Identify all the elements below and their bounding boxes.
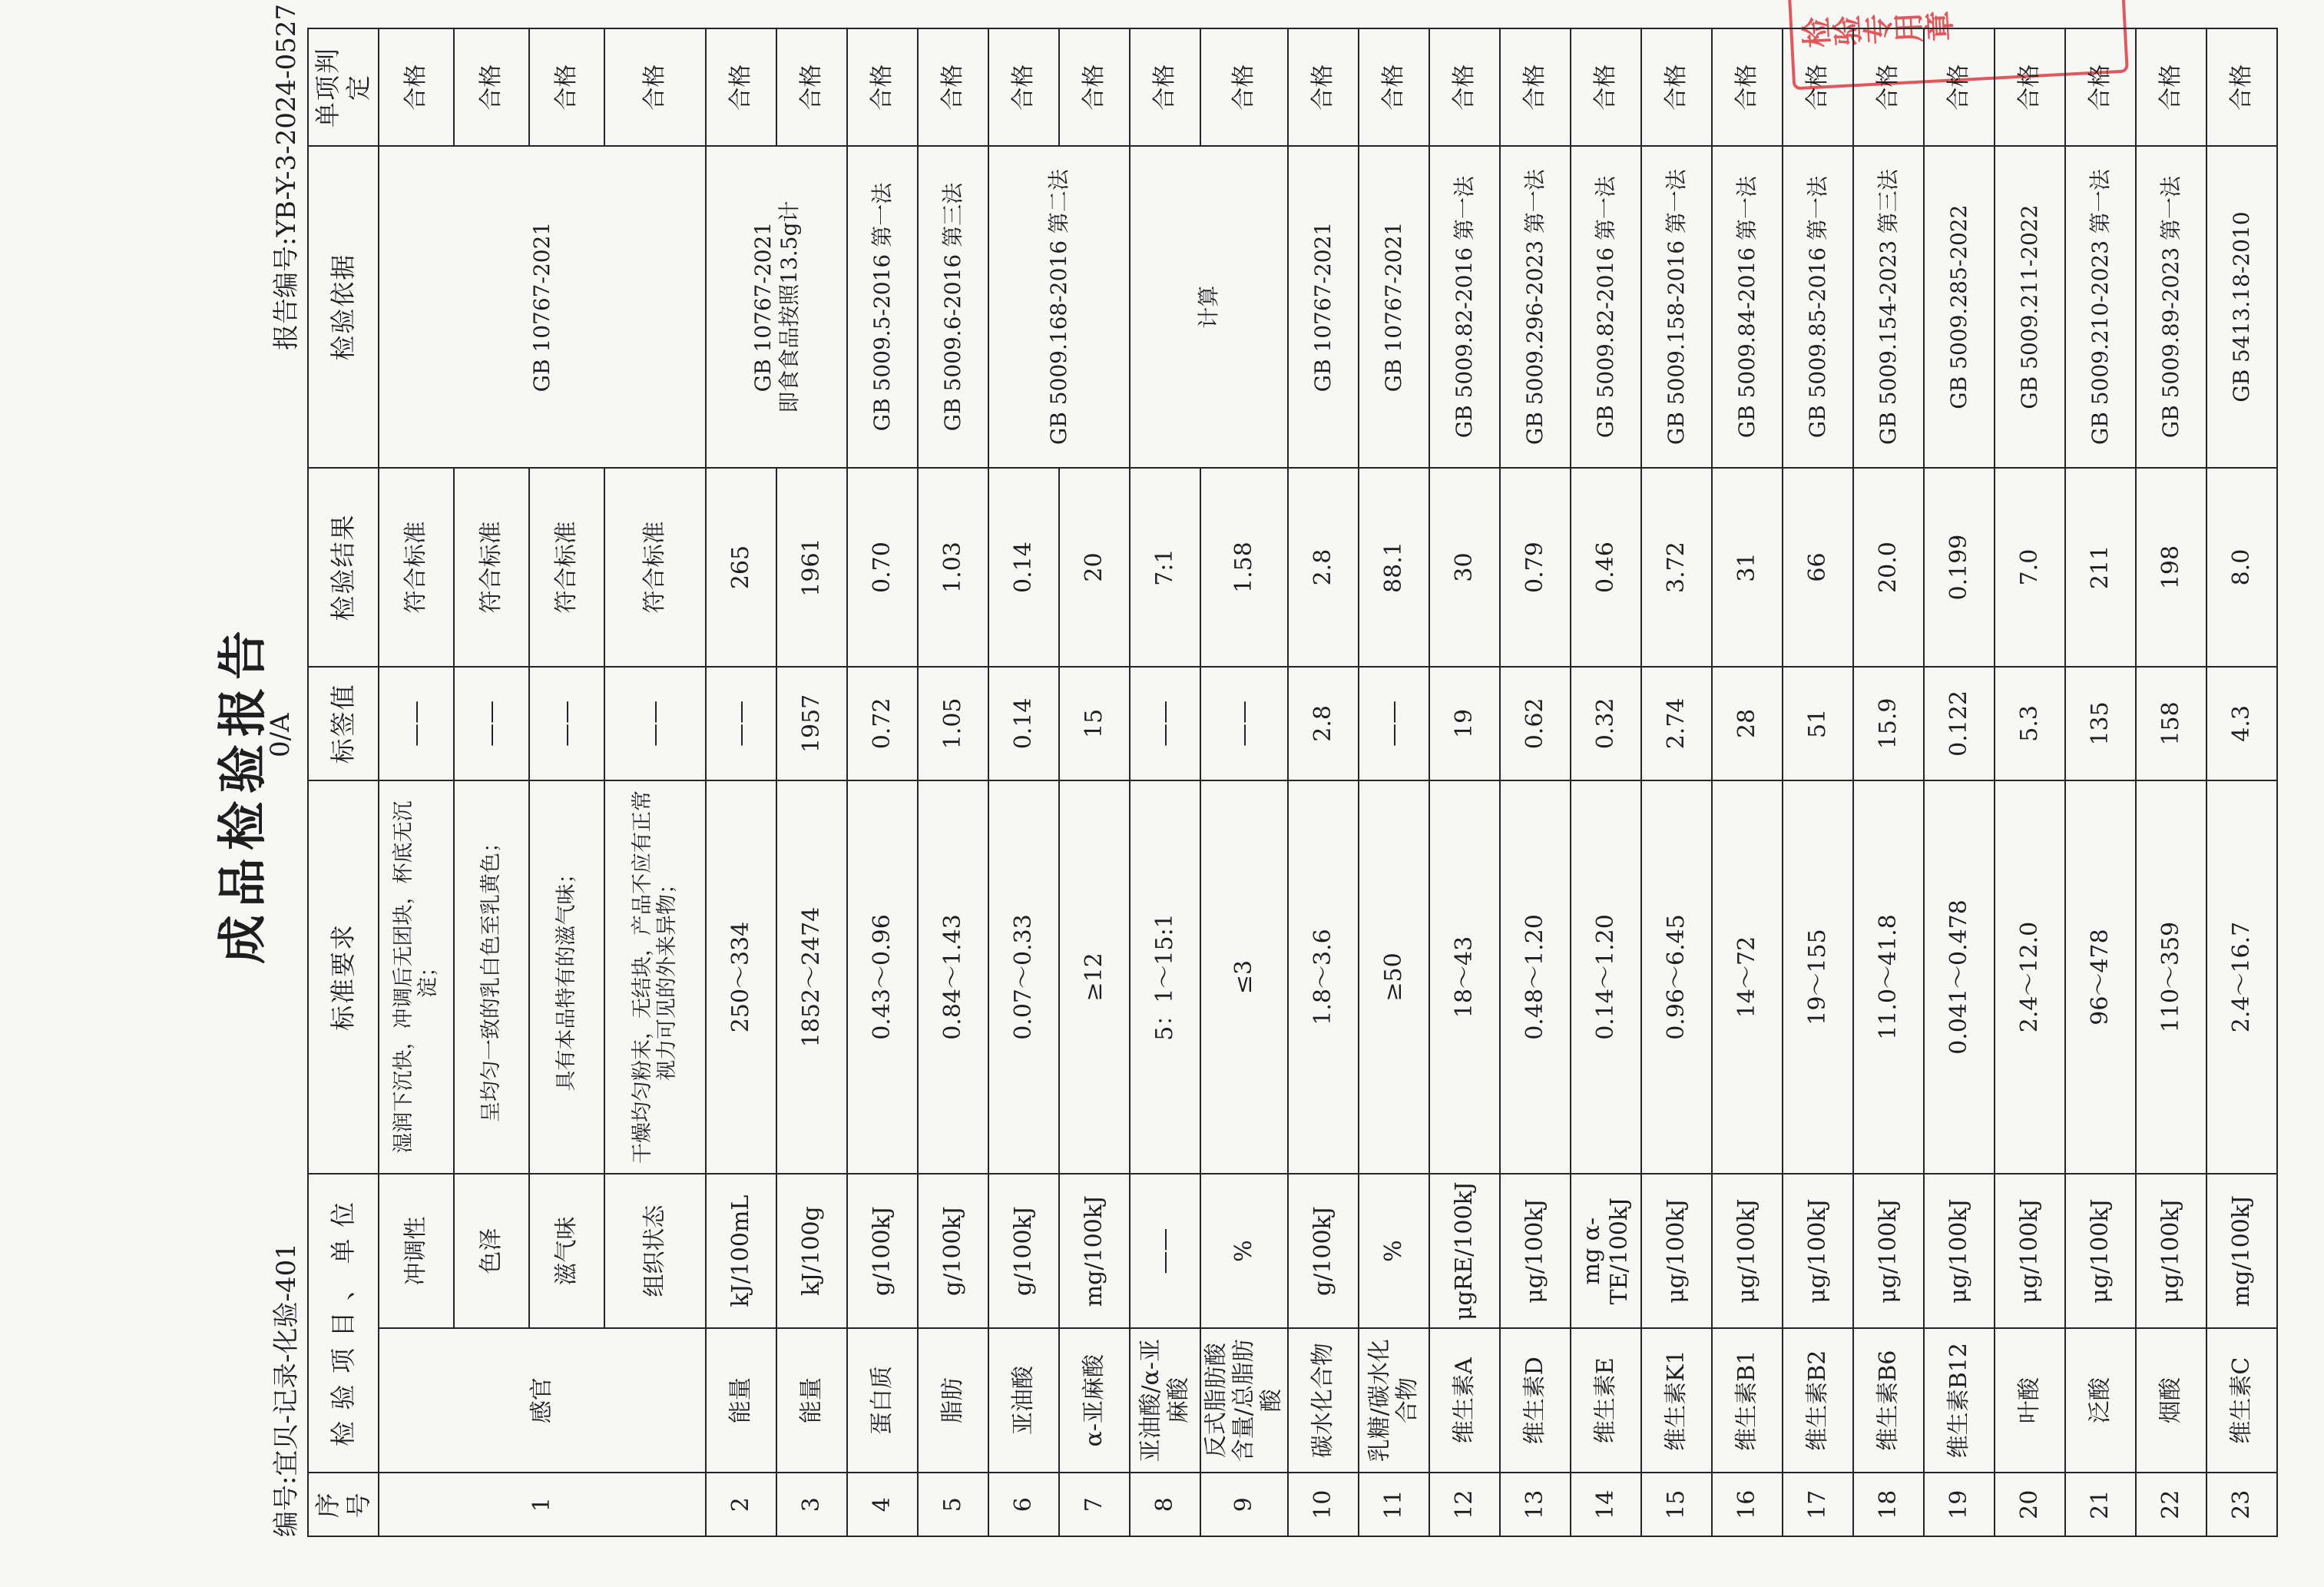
cell-basis: GB 5009.296-2023 第一法 bbox=[1500, 146, 1571, 468]
cell-item: 维生素B12 bbox=[1924, 1328, 1995, 1473]
cell-result: 265 bbox=[706, 468, 776, 667]
cell-judgement: 合格 bbox=[918, 28, 988, 146]
cell-unit: μg/100kJ bbox=[1783, 1174, 1853, 1327]
cell-no: 20 bbox=[1995, 1473, 2065, 1536]
cell-label-value: 5.3 bbox=[1995, 667, 2065, 780]
cell-label-value: 0.62 bbox=[1500, 667, 1571, 780]
cell-result: 1961 bbox=[776, 468, 847, 667]
table-row bbox=[2065, 28, 2136, 1536]
cell-item: 亚油酸 bbox=[988, 1328, 1059, 1473]
cell-label-value: 4.3 bbox=[2206, 667, 2277, 780]
cell-basis: GB 5009.82-2016 第一法 bbox=[1571, 146, 1641, 468]
cell-label-value: 1.05 bbox=[918, 667, 988, 780]
cell-requirement: 具有本品特有的滋气味； bbox=[529, 780, 604, 1175]
table-row bbox=[1641, 28, 1712, 1536]
cell-label-value: 2.74 bbox=[1641, 667, 1712, 780]
cell-no: 1 bbox=[379, 1473, 706, 1536]
stamp-text: 检验专用章 bbox=[1799, 9, 1955, 54]
page-title: 成品检验报告 bbox=[214, 623, 272, 964]
table-row bbox=[379, 28, 454, 1536]
cell-basis: GB 5009.210-2023 第一法 bbox=[2065, 146, 2136, 468]
cell-unit: μg/100kJ bbox=[2136, 1174, 2206, 1327]
cell-basis: GB 5009.89-2023 第一法 bbox=[2136, 146, 2206, 468]
cell-requirement: 湿润下沉快，冲调后无团块，杯底无沉淀； bbox=[379, 780, 454, 1175]
cell-item: 维生素E bbox=[1571, 1328, 1641, 1473]
cell-result: 31 bbox=[1712, 468, 1783, 667]
cell-item: α-亚麻酸 bbox=[1059, 1328, 1130, 1473]
cell-no: 17 bbox=[1783, 1473, 1853, 1536]
cell-item: 维生素C bbox=[2206, 1328, 2277, 1473]
cell-item: 维生素K1 bbox=[1641, 1328, 1712, 1473]
table-row bbox=[2136, 28, 2206, 1536]
cell-basis: GB 5009.211-2022 bbox=[1995, 146, 2065, 468]
cell-no: 19 bbox=[1924, 1473, 1995, 1536]
cell-requirement: ≤3 bbox=[1200, 780, 1288, 1175]
cell-subitem: 组织状态 bbox=[604, 1174, 706, 1327]
table-row bbox=[1429, 28, 1500, 1536]
cell-judgement: 合格 bbox=[1712, 28, 1783, 146]
cell-requirement: 2.4～12.0 bbox=[1995, 780, 2065, 1175]
cell-item: 维生素B6 bbox=[1853, 1328, 1924, 1473]
cell-label-value: —— bbox=[706, 667, 776, 780]
cell-unit: μg/100kJ bbox=[1712, 1174, 1783, 1327]
table-row bbox=[1712, 28, 1783, 1536]
cell-unit: % bbox=[1359, 1174, 1429, 1327]
cell-result: 0.199 bbox=[1924, 468, 1995, 667]
cell-result: 2.8 bbox=[1288, 468, 1359, 667]
cell-basis: GB 10767-2021 bbox=[1359, 146, 1429, 468]
cell-judgement: 合格 bbox=[1924, 28, 1995, 146]
cell-label-value: —— bbox=[1200, 667, 1288, 780]
cell-item: 维生素A bbox=[1429, 1328, 1500, 1473]
cell-judgement: 合格 bbox=[1059, 28, 1130, 146]
table-row bbox=[1853, 28, 1924, 1536]
cell-result: 符合标准 bbox=[529, 468, 604, 667]
cell-requirement: 110～359 bbox=[2136, 780, 2206, 1175]
cell-result: 198 bbox=[2136, 468, 2206, 667]
cell-requirement: 0.84～1.43 bbox=[918, 780, 988, 1175]
cell-item: 维生素B2 bbox=[1783, 1328, 1853, 1473]
cell-judgement: 合格 bbox=[1571, 28, 1641, 146]
cell-unit: μg/100kJ bbox=[1924, 1174, 1995, 1327]
cell-label-value: —— bbox=[454, 667, 529, 780]
table-row bbox=[1130, 28, 1200, 1536]
cell-item: 碳水化合物 bbox=[1288, 1328, 1359, 1473]
cell-no: 14 bbox=[1571, 1473, 1641, 1536]
table-row bbox=[1359, 28, 1429, 1536]
cell-requirement: 19～155 bbox=[1783, 780, 1853, 1175]
col-header-judgement: 单项判定 bbox=[308, 28, 379, 146]
report-number-value: YB-Y-3-2024-0527 bbox=[271, 3, 302, 237]
cell-judgement: 合格 bbox=[1429, 28, 1500, 146]
cell-requirement: 0.96～6.45 bbox=[1641, 780, 1712, 1175]
table-row bbox=[988, 28, 1059, 1536]
cell-basis: GB 10767-2021 bbox=[1288, 146, 1359, 468]
cell-label-value: 15.9 bbox=[1853, 667, 1924, 780]
cell-requirement: 0.041～0.478 bbox=[1924, 780, 1995, 1175]
cell-requirement: 14～72 bbox=[1712, 780, 1783, 1175]
cell-basis: GB 5009.168-2016 第二法 bbox=[988, 146, 1130, 468]
cell-no: 5 bbox=[918, 1473, 988, 1536]
cell-requirement: 250～334 bbox=[706, 780, 776, 1175]
cell-basis: GB 5009.154-2023 第三法 bbox=[1853, 146, 1924, 468]
cell-judgement: 合格 bbox=[454, 28, 529, 146]
cell-requirement: 11.0～41.8 bbox=[1853, 780, 1924, 1175]
table-row bbox=[706, 28, 776, 1536]
cell-judgement: 合格 bbox=[1130, 28, 1200, 146]
cell-basis: GB 5009.158-2016 第一法 bbox=[1641, 146, 1712, 468]
cell-unit: kJ/100g bbox=[776, 1174, 847, 1327]
cell-unit: —— bbox=[1130, 1174, 1200, 1327]
cell-judgement: 合格 bbox=[2065, 28, 2136, 146]
basis-note: 即食食品按照13.5g计 bbox=[776, 200, 802, 413]
cell-no: 8 bbox=[1130, 1473, 1200, 1536]
cell-unit: kJ/100mL bbox=[706, 1174, 776, 1327]
report-number-label: 报告编号: bbox=[271, 237, 302, 350]
cell-result: 1.03 bbox=[918, 468, 988, 667]
cell-basis: GB 5009.5-2016 第一法 bbox=[847, 146, 918, 468]
cell-no: 23 bbox=[2206, 1473, 2277, 1536]
cell-item: 能量 bbox=[706, 1328, 776, 1473]
document-code-value: 宜贝-记录-化验-401 bbox=[271, 1243, 302, 1476]
table-row bbox=[918, 28, 988, 1536]
cell-judgement: 合格 bbox=[776, 28, 847, 146]
cell-basis: GB 5009.285-2022 bbox=[1924, 146, 1995, 468]
cell-no: 18 bbox=[1853, 1473, 1924, 1536]
cell-no: 11 bbox=[1359, 1473, 1429, 1536]
cell-judgement: 合格 bbox=[1641, 28, 1712, 146]
cell-judgement: 合格 bbox=[706, 28, 776, 146]
cell-unit: g/100kJ bbox=[918, 1174, 988, 1327]
cell-unit: g/100kJ bbox=[847, 1174, 918, 1327]
col-header-no: 序号 bbox=[308, 1473, 379, 1536]
report-number bbox=[265, 4, 303, 350]
table-row bbox=[2206, 28, 2277, 1536]
cell-unit: μg/100kJ bbox=[1853, 1174, 1924, 1327]
cell-basis: 计算 bbox=[1130, 146, 1288, 468]
cell-judgement: 合格 bbox=[988, 28, 1059, 146]
table-row bbox=[1783, 28, 1853, 1536]
cell-unit: μg/100kJ bbox=[2065, 1174, 2136, 1327]
cell-label-value: 0.14 bbox=[988, 667, 1059, 780]
cell-item: 泛酸 bbox=[2065, 1328, 2136, 1473]
cell-no: 6 bbox=[988, 1473, 1059, 1536]
cell-label-value: 28 bbox=[1712, 667, 1783, 780]
cell-judgement: 合格 bbox=[1359, 28, 1429, 146]
cell-requirement: 1852～2474 bbox=[776, 780, 847, 1175]
document-code bbox=[265, 1243, 303, 1537]
cell-unit: μg/100kJ bbox=[1995, 1174, 2065, 1327]
cell-label-value: —— bbox=[1359, 667, 1429, 780]
cell-label-value: 0.72 bbox=[847, 667, 918, 780]
cell-no: 22 bbox=[2136, 1473, 2206, 1536]
cell-no: 3 bbox=[776, 1473, 847, 1536]
cell-label-value: 158 bbox=[2136, 667, 2206, 780]
cell-no: 15 bbox=[1641, 1473, 1712, 1536]
col-header-label-value: 标签值 bbox=[308, 667, 379, 780]
cell-label-value: 2.8 bbox=[1288, 667, 1359, 780]
cell-judgement: 合格 bbox=[1853, 28, 1924, 146]
cell-result: 0.79 bbox=[1500, 468, 1571, 667]
cell-no: 9 bbox=[1200, 1473, 1288, 1536]
cell-label-value: 1957 bbox=[776, 667, 847, 780]
cell-no: 4 bbox=[847, 1473, 918, 1536]
cell-item: 烟酸 bbox=[2136, 1328, 2206, 1473]
cell-result: 7.0 bbox=[1995, 468, 2065, 667]
table-row bbox=[1995, 28, 2065, 1536]
cell-no: 12 bbox=[1429, 1473, 1500, 1536]
cell-item: 蛋白质 bbox=[847, 1328, 918, 1473]
cell-result: 1.58 bbox=[1200, 468, 1288, 667]
cell-result: 符合标准 bbox=[454, 468, 529, 667]
cell-unit: mg/100kJ bbox=[1059, 1174, 1130, 1327]
basis-standard: GB 10767-2021 bbox=[750, 221, 776, 393]
document-version: 0/A bbox=[265, 713, 296, 757]
cell-requirement: ≥12 bbox=[1059, 780, 1130, 1175]
cell-judgement: 合格 bbox=[529, 28, 604, 146]
cell-requirement: 1.8～3.6 bbox=[1288, 780, 1359, 1175]
cell-result: 20 bbox=[1059, 468, 1130, 667]
cell-result: 30 bbox=[1429, 468, 1500, 667]
cell-unit: mg/100kJ bbox=[2206, 1174, 2277, 1327]
cell-item: 脂肪 bbox=[918, 1328, 988, 1473]
col-header-result: 检验结果 bbox=[308, 468, 379, 667]
cell-unit: μgRE/100kJ bbox=[1429, 1174, 1500, 1327]
cell-item: 维生素D bbox=[1500, 1328, 1571, 1473]
cell-result: 3.72 bbox=[1641, 468, 1712, 667]
table-row bbox=[1500, 28, 1571, 1536]
cell-label-value: 135 bbox=[2065, 667, 2136, 780]
cell-result: 211 bbox=[2065, 468, 2136, 667]
cell-judgement: 合格 bbox=[1288, 28, 1359, 146]
cell-result: 符合标准 bbox=[379, 468, 454, 667]
cell-result: 符合标准 bbox=[604, 468, 706, 667]
table-row bbox=[1924, 28, 1995, 1536]
cell-subitem: 滋气味 bbox=[529, 1174, 604, 1327]
cell-result: 66 bbox=[1783, 468, 1853, 667]
cell-item: 感官 bbox=[379, 1328, 706, 1473]
cell-result: 88.1 bbox=[1359, 468, 1429, 667]
cell-result: 0.46 bbox=[1571, 468, 1641, 667]
cell-label-value: 0.32 bbox=[1571, 667, 1641, 780]
cell-label-value: 15 bbox=[1059, 667, 1130, 780]
cell-requirement: 2.4～16.7 bbox=[2206, 780, 2277, 1175]
cell-basis: GB 10767-2021 bbox=[379, 146, 706, 468]
cell-requirement: 0.48～1.20 bbox=[1500, 780, 1571, 1175]
cell-unit: mg α-TE/100kJ bbox=[1571, 1174, 1641, 1327]
cell-unit: g/100kJ bbox=[988, 1174, 1059, 1327]
cell-item: 能量 bbox=[776, 1328, 847, 1473]
col-header-basis: 检验依据 bbox=[308, 146, 379, 468]
cell-no: 2 bbox=[706, 1473, 776, 1536]
cell-requirement: 0.14～1.20 bbox=[1571, 780, 1641, 1175]
cell-result: 20.0 bbox=[1853, 468, 1924, 667]
cell-unit: % bbox=[1200, 1174, 1288, 1327]
cell-no: 16 bbox=[1712, 1473, 1783, 1536]
cell-judgement: 合格 bbox=[2136, 28, 2206, 146]
cell-result: 0.14 bbox=[988, 468, 1059, 667]
cell-requirement: 96～478 bbox=[2065, 780, 2136, 1175]
cell-item: 乳糖/碳水化合物 bbox=[1359, 1328, 1429, 1473]
cell-unit: g/100kJ bbox=[1288, 1174, 1359, 1327]
col-header-item: 检 验 项 目 、 单 位 bbox=[308, 1174, 379, 1473]
cell-label-value: —— bbox=[529, 667, 604, 780]
cell-basis: GB 5009.6-2016 第三法 bbox=[918, 146, 988, 468]
cell-subitem: 色泽 bbox=[454, 1174, 529, 1327]
col-header-requirement: 标准要求 bbox=[308, 780, 379, 1175]
cell-requirement: 干燥均匀粉末，无结块，产品不应有正常视力可见的外来异物； bbox=[604, 780, 706, 1175]
cell-result: 0.70 bbox=[847, 468, 918, 667]
cell-requirement: 0.43～0.96 bbox=[847, 780, 918, 1175]
cell-judgement: 合格 bbox=[847, 28, 918, 146]
cell-no: 7 bbox=[1059, 1473, 1130, 1536]
cell-requirement: 呈均匀一致的乳白色至乳黄色； bbox=[454, 780, 529, 1175]
cell-judgement: 合格 bbox=[1500, 28, 1571, 146]
cell-requirement: 0.07～0.33 bbox=[988, 780, 1059, 1175]
document-code-label: 编号: bbox=[271, 1476, 302, 1537]
cell-judgement: 合格 bbox=[1783, 28, 1853, 146]
cell-item: 反式脂肪酸含量/总脂肪酸 bbox=[1200, 1328, 1288, 1473]
cell-item: 维生素B1 bbox=[1712, 1328, 1783, 1473]
cell-label-value: 0.122 bbox=[1924, 667, 1995, 780]
cell-basis bbox=[706, 146, 847, 468]
cell-requirement: 18～43 bbox=[1429, 780, 1500, 1175]
cell-no: 21 bbox=[2065, 1473, 2136, 1536]
cell-judgement: 合格 bbox=[604, 28, 706, 146]
cell-label-value: —— bbox=[1130, 667, 1200, 780]
table-header-row bbox=[308, 28, 379, 1536]
table-row bbox=[1571, 28, 1641, 1536]
cell-label-value: 19 bbox=[1429, 667, 1500, 780]
table-row bbox=[847, 28, 918, 1536]
cell-result: 7:1 bbox=[1130, 468, 1200, 667]
cell-basis: GB 5413.18-2010 bbox=[2206, 146, 2277, 468]
cell-unit: μg/100kJ bbox=[1641, 1174, 1712, 1327]
cell-item: 亚油酸/α-亚麻酸 bbox=[1130, 1328, 1200, 1473]
cell-basis: GB 5009.85-2016 第一法 bbox=[1783, 146, 1853, 468]
cell-judgement: 合格 bbox=[2206, 28, 2277, 146]
cell-judgement: 合格 bbox=[379, 28, 454, 146]
cell-judgement: 合格 bbox=[1200, 28, 1288, 146]
cell-requirement: ≥50 bbox=[1359, 780, 1429, 1175]
cell-no: 10 bbox=[1288, 1473, 1359, 1536]
cell-label-value: —— bbox=[604, 667, 706, 780]
cell-requirement: 5：1～15:1 bbox=[1130, 780, 1200, 1175]
table-row bbox=[1288, 28, 1359, 1536]
cell-judgement: 合格 bbox=[1995, 28, 2065, 146]
cell-no: 13 bbox=[1500, 1473, 1571, 1536]
cell-label-value: —— bbox=[379, 667, 454, 780]
cell-basis: GB 5009.84-2016 第一法 bbox=[1712, 146, 1783, 468]
inspection-table bbox=[307, 28, 2278, 1537]
cell-item: 叶酸 bbox=[1995, 1328, 2065, 1473]
cell-basis: GB 5009.82-2016 第一法 bbox=[1429, 146, 1500, 468]
cell-result: 8.0 bbox=[2206, 468, 2277, 667]
cell-unit: μg/100kJ bbox=[1500, 1174, 1571, 1327]
cell-label-value: 51 bbox=[1783, 667, 1853, 780]
cell-subitem: 冲调性 bbox=[379, 1174, 454, 1327]
